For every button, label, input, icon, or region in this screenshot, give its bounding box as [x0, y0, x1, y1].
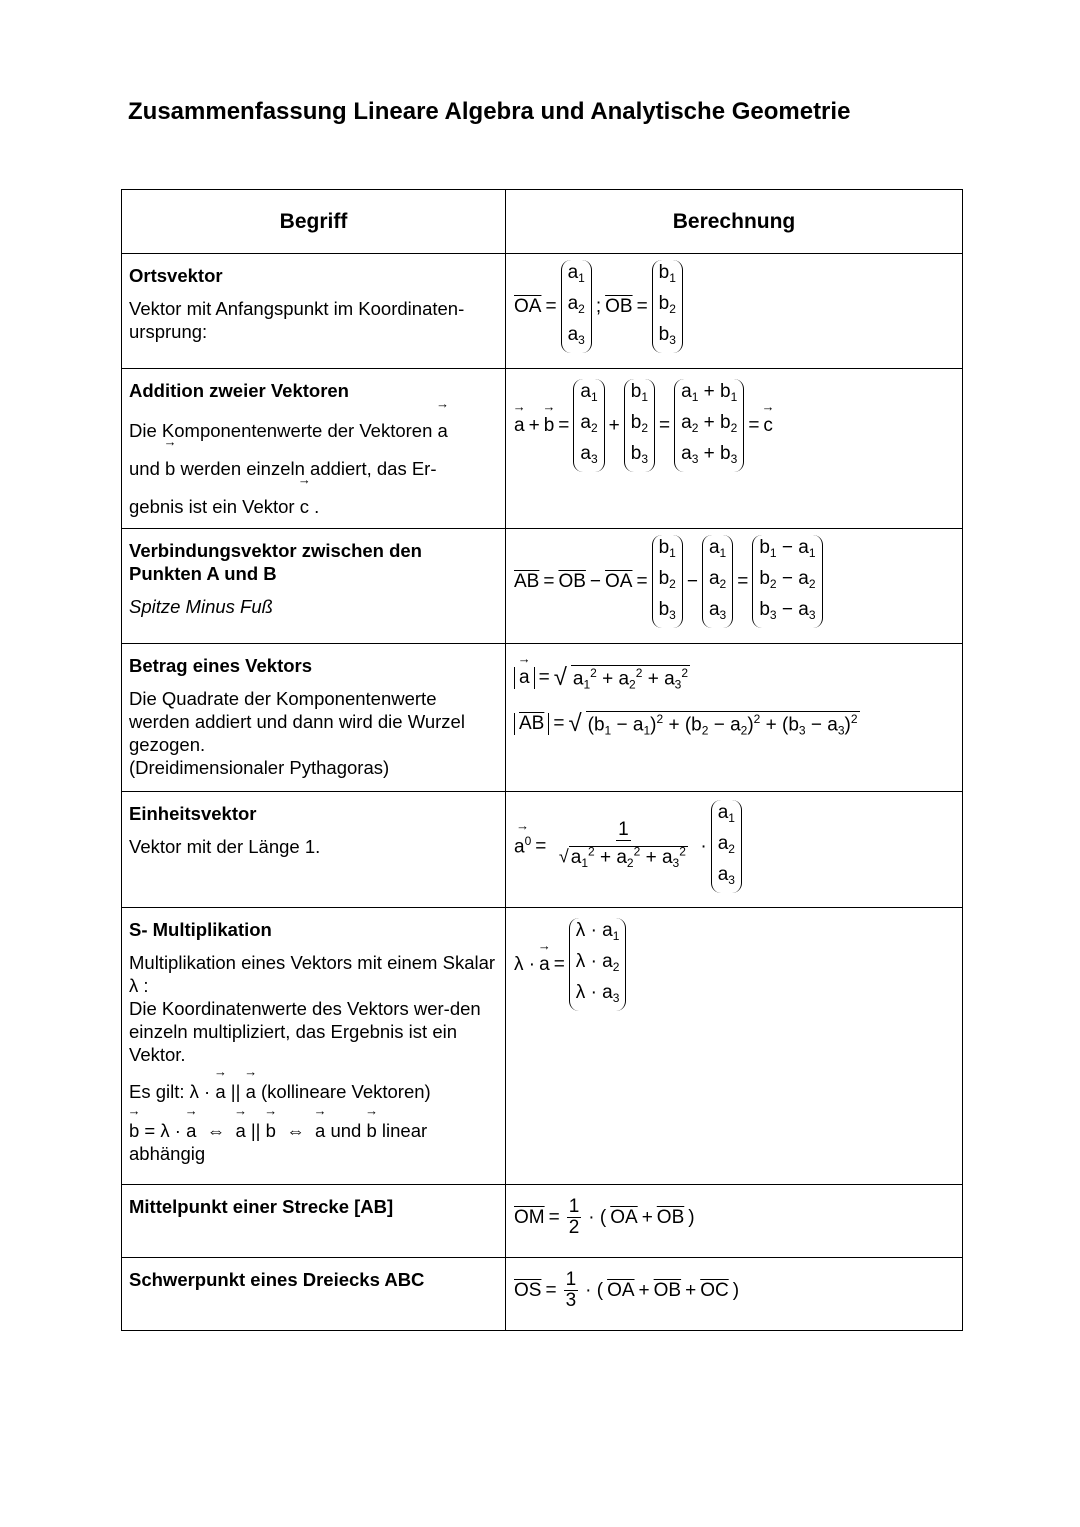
- row-text: Die Quadrate der Komponentenwerte werden addiert und dann wird die Wurzel gezogen.: [129, 688, 465, 755]
- cell-begriff: Addition zweier Vektoren Die Komponentenwerte der Vektoren → a und → b werden einzeln addiert, das Er- gebnis ist ein Vektor → c .: [122, 369, 506, 529]
- cell-formula: [506, 1185, 963, 1258]
- cell-formula: [506, 792, 963, 908]
- formula: $\overline{OM}$ = $\frac{1}{2}$ · ( $\overline{OA}$ + $\overline{OB}$ ): [514, 1196, 695, 1238]
- formula: $\overline{AB}$ = $\overline{OB}$ − $\overline{OA}$ = $b_1$ $b_2$ $b_3$ − $a_1$ $a_2$ $a_3$ = $b_1 - a_1$ $b_2 - a_2$ $b_3 - a_3$: [514, 535, 956, 628]
- formula-betrag-a: → a = √ $a_1^2 + a_2^2 + a_3^2$: [514, 664, 956, 692]
- row-text: Vektor mit Anfangspunkt im Koordinaten-ursprung:: [129, 298, 465, 342]
- cell-begriff: [122, 792, 506, 908]
- formula-betrag-ab: $\overline{AB}$ = √ $(b_1 - a_1)^2 + (b_2 - a_2)^2 + (b_3 - a_3)^2$: [514, 710, 956, 738]
- table-row: [122, 792, 963, 908]
- cell-formula: [506, 254, 963, 369]
- table-row: [122, 644, 963, 792]
- cell-formula: [506, 1258, 963, 1331]
- row-text: linear: [381, 1120, 428, 1141]
- row-heading: Verbindungsvektor zwischen den Punkten A und B: [129, 540, 422, 584]
- cell-formula: [506, 644, 963, 792]
- row-heading: Ortsvektor: [129, 265, 223, 286]
- row-note: (Dreidimensionaler Pythagoras): [129, 757, 390, 778]
- formula: $\overline{OA}$ = $a_1$ $a_2$ $a_3$ ; $\overline{OB}$ = $b_1$ $b_2$ $b_3$: [514, 260, 956, 353]
- formula: λ · → a = $\lambda \cdot a_1$ $\lambda \cdot a_2$ $\lambda \cdot a_3$: [514, 918, 956, 1011]
- row-text: (kollineare Vektoren): [261, 1081, 431, 1102]
- table-row: [122, 369, 963, 529]
- formula-table: [121, 189, 963, 1331]
- cell-formula: [506, 369, 963, 529]
- formula: → $a^0$ = $\frac{1}{√ a_1^2 + a_2^2 + a_3^2}$ · $a_1$ $a_2$ $a_3$: [514, 800, 956, 893]
- row-heading: S- Multiplikation: [129, 919, 272, 940]
- cell-formula: [506, 908, 963, 1185]
- table-row: [122, 908, 963, 1185]
- formula: → a + → b = $a_1$ $a_2$ $a_3$ + $b_1$ $b_2$ $b_3$ = $a_1 + b_1$ $a_2 + b_2$ $a_3 + b_3$ = → c: [514, 379, 956, 472]
- row-text: Spitze Minus Fuß: [129, 596, 273, 617]
- header-berechnung: Berechnung: [506, 190, 963, 254]
- cell-begriff: [122, 1258, 506, 1331]
- row-text: und: [330, 1120, 362, 1141]
- table-row: [122, 1258, 963, 1331]
- row-text: Die Komponentenwerte der Vektoren: [129, 420, 433, 441]
- cell-begriff: [122, 254, 506, 369]
- header-begriff: Begriff: [122, 190, 506, 254]
- row-text: Die Koordinatenwerte des Vektors wer-den einzeln multipliziert, das Ergebnis ist ein Vektor.: [129, 998, 481, 1065]
- row-text: Vektor mit der Länge 1.: [129, 836, 321, 857]
- cell-begriff: [122, 1185, 506, 1258]
- table-row: [122, 1185, 963, 1258]
- row-text: abhängig: [129, 1143, 206, 1164]
- row-heading: Einheitsvektor: [129, 803, 257, 824]
- formula: $\overline{OS}$ = $\frac{1}{3}$ · ( $\overline{OA}$ + $\overline{OB}$ + $\overline{OC}$ ): [514, 1269, 740, 1311]
- page-title: Zusammenfassung Lineare Algebra und Analytische Geometrie: [128, 98, 851, 125]
- cell-begriff: [122, 529, 506, 644]
- table-row: [122, 254, 963, 369]
- cell-begriff: [122, 644, 506, 792]
- table-row: [122, 529, 963, 644]
- row-text: Multiplikation eines Vektors mit einem Skalar λ :: [129, 952, 496, 996]
- row-heading: Schwerpunkt eines Dreiecks ABC: [129, 1269, 425, 1290]
- row-heading: Betrag eines Vektors: [129, 655, 313, 676]
- row-text: Es gilt:: [129, 1081, 185, 1102]
- cell-begriff: S- Multiplikation Multiplikation eines Vektors mit einem Skalar λ : Die Koordinatenwerte des Vektors wer-den einzeln multipliziert, das Ergebnis ist ein Vektor. Es gilt: λ · → a || → a (kollineare Vektoren) → b = λ · → a ⇔ → a || → b ⇔ → a und → b linear abhängig: [122, 908, 506, 1185]
- row-text: gebnis ist ein Vektor: [129, 496, 295, 517]
- row-heading: Mittelpunkt einer Strecke [AB]: [129, 1196, 394, 1217]
- row-heading: Addition zweier Vektoren: [129, 380, 349, 401]
- row-text: werden einzeln addiert, das Er-: [180, 458, 437, 479]
- cell-formula: [506, 529, 963, 644]
